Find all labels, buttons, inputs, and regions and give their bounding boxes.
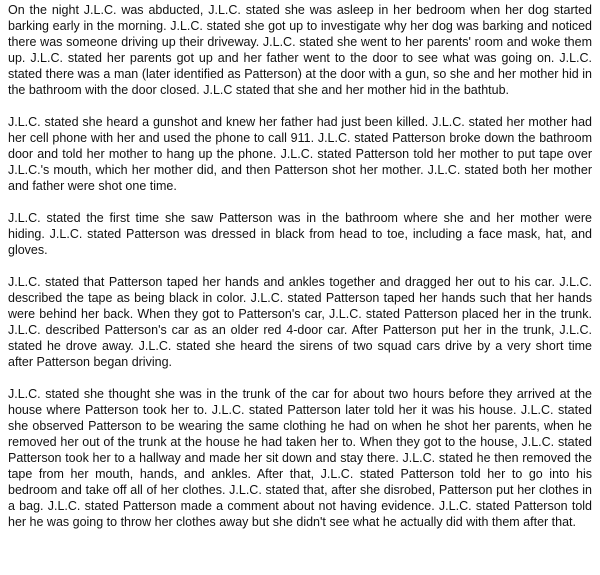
paragraph-4: J.L.C. stated that Patterson taped her hands and ankles together and dragged her out to his car. J.L.C. described the tape as being black in color. J.L.C. stated Patterson taped her hands such that her hands were behind her back. When they got to Patterson's car, J.L.C. stated Patterson placed her in the trunk. J.L.C. described Patterson's car as an older red 4-door car. After Patterson put her in the trunk, J.L.C. stated he drove away. J.L.C. stated she heard the sirens of two squad cars drive by a very short time after Patterson began driving. [8, 275, 592, 369]
paragraph-5: J.L.C. stated she thought she was in the trunk of the car for about two hours before they arrived at the house where Patterson took her to. J.L.C. stated Patterson later told her it was his house. J.L.C. stated she observed Patterson to be wearing the same clothing he had on when he shot her parents, when he removed her out of the trunk at the house he had taken her to. When they got to the house, J.L.C. stated Patterson took her to a hallway and made her sit down and stay there. J.L.C. stated he then removed the tape from her mouth, hands, and ankles. After that, J.L.C. stated Patterson told her to go into his bedroom and take off all of her clothes. J.L.C. stated that, after she disrobed, Patterson put her clothes in a bag. J.L.C. stated Patterson made a comment about not having evidence. J.L.C. stated Patterson told her he was going to throw her clothes away but she didn't see what he actually did with them after that. [8, 387, 592, 529]
paragraph-3: J.L.C. stated the first time she saw Patterson was in the bathroom where she and her mother were hiding. J.L.C. stated Patterson was dressed in black from head to toe, including a face mask, hat, and gloves. [8, 211, 592, 257]
paragraph-1: On the night J.L.C. was abducted, J.L.C. stated she was asleep in her bedroom when her dog started barking early in the morning. J.L.C. stated she got up to investigate why her dog was barking and noticed there was someone driving up their driveway. J.L.C. stated she went to her parents' room and woke them up. J.L.C. stated her parents got up and her father went to the door to see what was going on. J.L.C. stated there was a man (later identified as Patterson) at the door with a gun, so she and her mother hid in the bathroom with the door closed. J.L.C stated that she and her mother hid in the bathtub. [8, 3, 592, 97]
document-body [8, 2, 592, 530]
paragraph-2: J.L.C. stated she heard a gunshot and knew her father had just been killed. J.L.C. stated her mother had her cell phone with her and used the phone to call 911. J.L.C. stated Patterson broke down the bathroom door and told her mother to hang up the phone. J.L.C. stated Patterson told her mother to put tape over J.L.C.'s mouth, which her mother did, and then Patterson shot her mother. J.L.C. stated both her mother and father were shot one time. [8, 115, 592, 193]
